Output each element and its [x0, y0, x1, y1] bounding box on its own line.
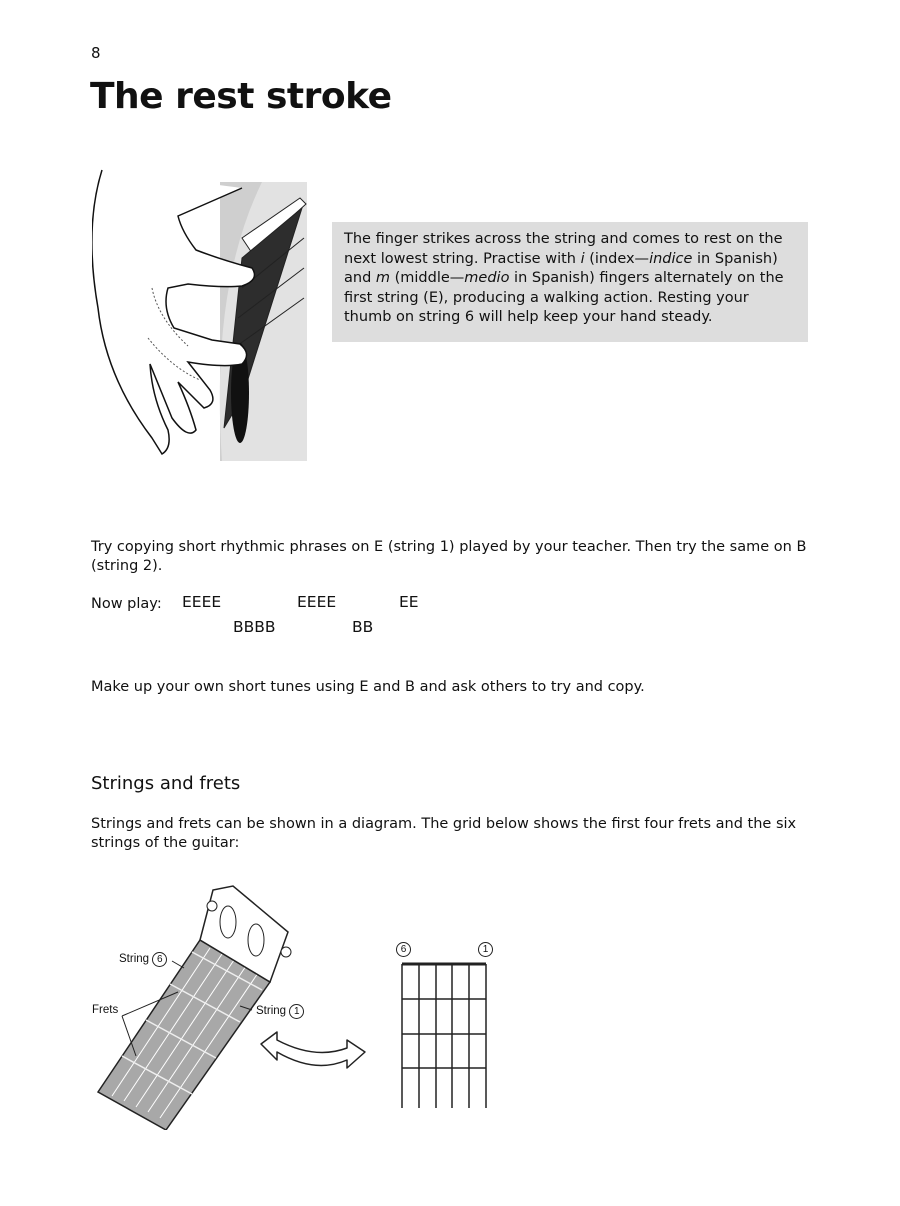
string6-label: String 6 — [119, 952, 167, 967]
grid-string6-number: 6 — [396, 942, 411, 957]
string6-number: 6 — [152, 952, 167, 967]
instruction-text: Try copying short rhythmic phrases on E (string 1) played by your teacher. Then try the same on B (string 2). — [91, 539, 807, 574]
grid-string1-number: 1 — [478, 942, 493, 957]
double-arrow-icon — [255, 1030, 371, 1082]
info-box — [332, 222, 808, 342]
string1-label: String 1 — [256, 1004, 304, 1019]
note-group: EEEE — [297, 593, 337, 611]
now-play-label: Now play: — [91, 596, 162, 612]
page-number: 8 — [91, 44, 101, 62]
info-box-text: The finger strikes across the string and comes to rest on the next lowest string. Practise with i (index—indice in Spanish) and m (middle—medio in Spanish) fingers alternately on the first string (E), producing a walking action. Resting your thumb on string 6 will help keep your hand steady. — [344, 231, 784, 325]
frets-label: Frets — [92, 1004, 119, 1016]
note-group: EE — [399, 593, 419, 611]
make-up-text: Make up your own short tunes using E and B and ask others to try and copy. — [91, 679, 645, 695]
fret-grid-diagram — [390, 938, 500, 1113]
string1-number: 1 — [289, 1004, 304, 1019]
hand-plucking-illustration — [92, 168, 310, 464]
section-text: Strings and frets can be shown in a diagram. The grid below shows the first four frets and the six strings of the guitar: — [91, 816, 797, 851]
note-group: BB — [352, 618, 374, 636]
note-group: EEEE — [182, 593, 222, 611]
page-title: The rest stroke — [90, 76, 392, 117]
section-heading: Strings and frets — [91, 773, 241, 794]
note-group: BBBB — [233, 618, 276, 636]
